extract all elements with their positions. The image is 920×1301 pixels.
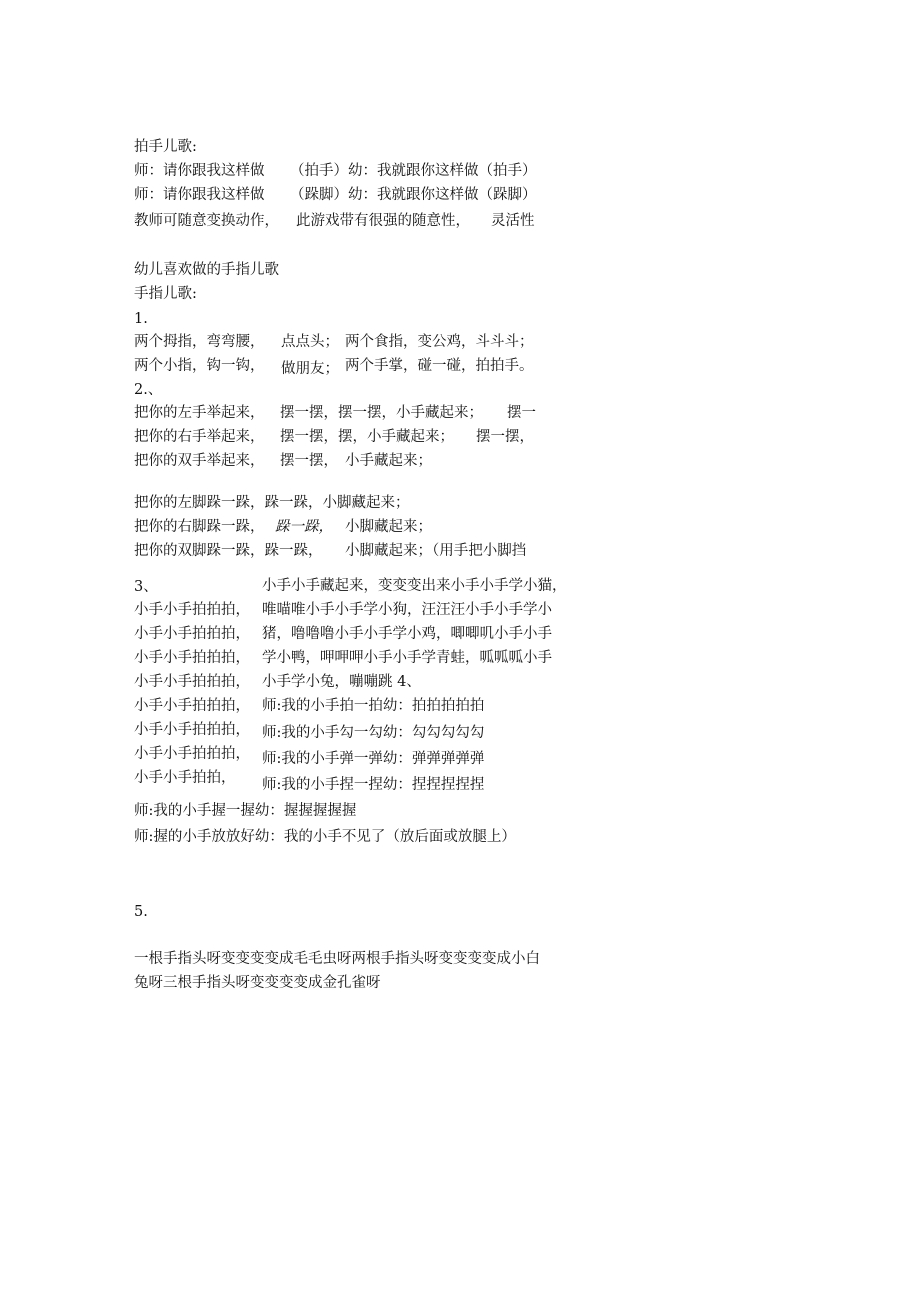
hand-2-c: 摆一摆， [476,429,534,445]
clap-left-1: 小手小手拍拍拍， [134,602,250,618]
finger-song-heading: 幼儿喜欢做的手指儿歌 [134,262,279,278]
note-b: 此游戏带有很强的随意性， [296,213,470,229]
hand-1-b: 摆一摆，摆一摆，小手藏起来； [280,405,483,421]
item-number-5: 5. [134,904,148,920]
finger-song-title: 手指儿歌: [134,286,197,302]
hand-1-a: 把你的左手举起来， [134,405,265,421]
clap-left-6: 小手小手拍拍拍， [134,722,250,738]
rhyme-1-c: 两个食指，变公鸡，斗斗斗； [345,334,534,350]
clap-left-3: 小手小手拍拍拍， [134,650,250,666]
clap-left-8: 小手小手拍拍， [134,770,236,786]
teacher-line-2-action: （跺脚）幼：我就跟你这样做（跺脚） [290,187,537,203]
clap-right-1: 小手小手藏起来，变变变出来小手小手学小猫， [262,578,567,594]
rhyme-2-a: 两个小指，钩一钩， [134,358,265,374]
clap-left-2: 小手小手拍拍拍， [134,626,250,642]
item-number-2: 2.、 [134,382,163,398]
foot-3-a: 把你的双脚跺一跺，跺一跺， [134,543,323,559]
rhyme-2-b: 做朋友； [281,361,339,377]
section5-line-2: 兔呀三根手指头呀变变变变成金孔雀呀 [134,975,381,991]
foot-1: 把你的左脚跺一跺，跺一跺，小脚藏起来； [134,495,410,511]
note-c: 灵活性 [491,213,535,229]
hand-2-b: 摆一摆，摆，小手藏起来； [280,429,454,445]
section5-line-1: 一根手指头呀变变变变成毛毛虫呀两根手指头呀变变变变成小白 [134,951,540,967]
clap-left-5: 小手小手拍拍拍， [134,698,250,714]
hand-2-a: 把你的右手举起来， [134,429,265,445]
clap-right-3: 猪，噜噜噜小手小手学小鸡，唧唧叽小手小手 [262,626,552,642]
foot-2-b: 跺一跺， [275,519,333,535]
note-a: 教师可随意变换动作， [134,213,279,229]
clap-right-5: 小手学小兔，嘣嘣跳 4、 [262,674,421,690]
foot-3-b: 小脚藏起来；（用手把小脚挡 [345,543,527,559]
clap-left-4: 小手小手拍拍拍， [134,674,250,690]
foot-2-c: 小脚藏起来； [345,519,432,535]
teacher-line-1: 师：请你跟我这样做 [134,163,265,179]
item-number-1: 1. [134,311,148,327]
foot-2-a: 把你的右脚跺一跺， [134,519,265,535]
clap-right-2: 唯喵唯小手小手学小狗，汪汪汪小手小手学小 [262,602,552,618]
clap-right-6: 师:我的小手拍一拍幼：拍拍拍拍拍 [262,698,485,714]
hand-3-b: 摆一摆， [280,453,338,469]
rhyme-1-a: 两个拇指，弯弯腰， [134,334,265,350]
clap-right-4: 学小鸭，呷呷呷小手小手学青蛙，呱呱呱小手 [262,650,552,666]
teacher-line-2: 师：请你跟我这样做 [134,187,265,203]
tail-line-2: 师:握的小手放放好幼：我的小手不见了（放后面或放腿上） [134,829,516,845]
hand-3-c: 小手藏起来； [345,453,432,469]
clap-right-8: 师:我的小手弹一弹幼：弹弹弹弹弹 [262,751,485,767]
song-title-clap: 拍手儿歌: [134,139,197,155]
teacher-line-1-action: （拍手）幼：我就跟你这样做（拍手） [290,163,537,179]
clap-right-9: 师:我的小手捏一捏幼：捏捏捏捏捏 [262,777,485,793]
clap-right-7: 师:我的小手勾一勾幼：勾勾勾勾勾 [262,725,485,741]
hand-3-a: 把你的双手举起来， [134,453,265,469]
clap-left-7: 小手小手拍拍拍， [134,746,250,762]
rhyme-1-b: 点点头； [281,334,339,350]
hand-1-c: 摆一 [507,405,536,421]
rhyme-2-c: 两个手掌，碰一碰，拍拍手。 [345,358,534,374]
item-number-3: 3、 [134,579,158,595]
tail-line-1: 师:我的小手握一握幼：握握握握握 [134,803,357,819]
